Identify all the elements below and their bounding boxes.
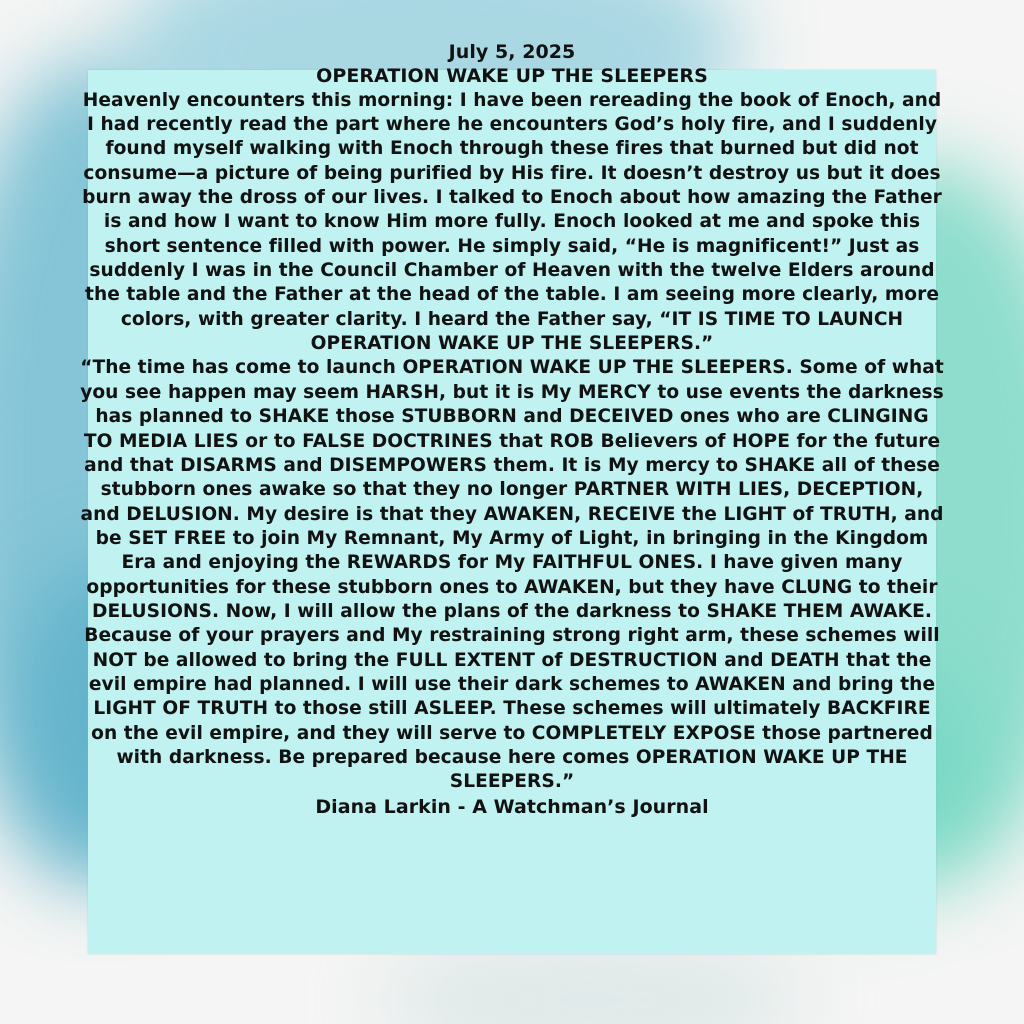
prophetic-word-paragraph: “The time has come to launch OPERATION WAKE UP THE SLEEPERS. Some of what you see happen may seem HARSH, but it is My MERCY to use events the darkness has planned to SHAKE those STUBBORN and DECEIVED ones who are CLINGING TO MEDIA LIES or to FALSE DOCTRINES that ROB Believers of HOPE for the future and that DISARMS and DISEMPOWERS them. It is My mercy to SHAKE all of these stubborn ones awake so that they no longer PARTNER WITH LIES, DECEPTION, and DELUSION. My desire is that they AWAKEN, RECEIVE the LIGHT of TRUTH, and be SET FREE to join My Remnant, My Army of Light, in bringing in the Kingdom Era and enjoying the REWARDS for My FAITHFUL ONES. I have given many opportunities for these stubborn ones to AWAKEN, but they have CLUNG to their DELUSIONS. Now, I will allow the plans of the darkness to SHAKE THEM AWAKE. Because of your prayers and My restraining strong right arm, these schemes will NOT be allowed to bring the FULL EXTENT of DESTRUCTION and DEATH that the evil empire had planned. I will use their dark schemes to AWAKEN and bring the LIGHT OF TRUTH to those still ASLEEP. These schemes will ultimately BACKFIRE on the evil empire, and they will serve to COMPLETELY EXPOSE those partnered with darkness. Be prepared because here comes OPERATION WAKE UP THE SLEEPERS.” xyxy=(80,357,944,793)
entry-date: July 5, 2025 xyxy=(448,41,576,63)
journal-entry xyxy=(78,40,946,819)
entry-title: OPERATION WAKE UP THE SLEEPERS xyxy=(316,65,708,88)
encounter-paragraph: Heavenly encounters this morning: I have been rereading the book of Enoch, and I had recently read the part where he encounters God’s holy fire, and I suddenly found myself walking with Enoch through these fires that burned but did not consume—a picture of being purified by His fire. It doesn’t destroy us but it does burn away the dross of our lives. I talked to Enoch about how amazing the Father is and how I want to know Him more fully. Enoch looked at me and spoke this short sentence filled with power. He simply said, “He is magnificent!” Just as suddenly I was in the Council Chamber of Heaven with the twelve Elders around the table and the Father at the head of the table. I am seeing more clearly, more colors, with greater clarity. I heard the Father say, “IT IS TIME TO LAUNCH OPERATION WAKE UP THE SLEEPERS.” xyxy=(82,89,942,355)
signature: Diana Larkin - A Watchman’s Journal xyxy=(315,795,709,818)
